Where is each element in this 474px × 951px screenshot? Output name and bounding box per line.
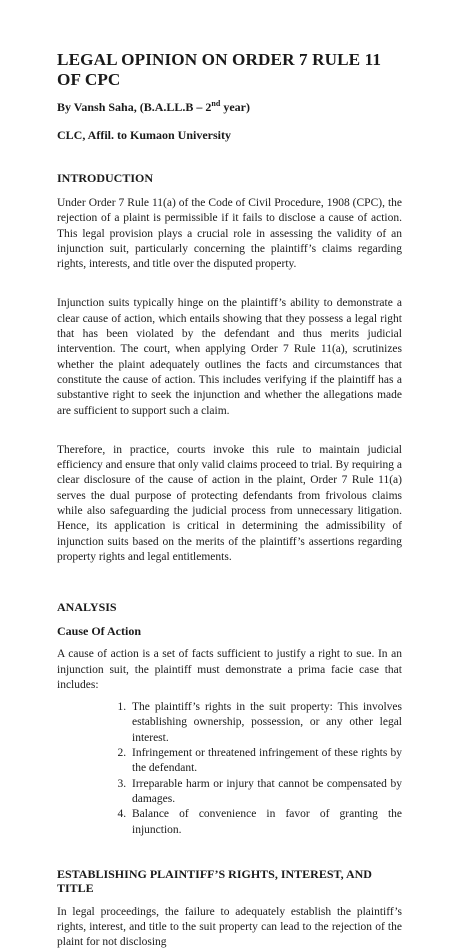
year-ordinal: nd xyxy=(211,99,221,108)
affiliation: CLC, Affil. to Kumaon University xyxy=(57,128,231,142)
introduction-heading: INTRODUCTION xyxy=(57,171,154,185)
intro-paragraph-3: Therefore, in practice, courts invoke this rule to maintain judicial efficiency and ensure that only valid claims proceed to trial. By requiring a clear disclosure of the cause of action in the plaint, Order 7 Rule 11(a) serves the dual purpose of protecting defendants from frivolous claims while also safeguarding the judicial process from unnecessary litigation. Hence, its application is critical in determining the admissibility of injunction suits based on the merits of the plaintiff’s assertions regarding property rights and legal entitlements. xyxy=(57,443,402,563)
intro-paragraph-2: Injunction suits typically hinge on the plaintiff’s ability to demonstrate a clear cause of action, which entails showing that they possess a legal right that has been violated by the defendant and thus merits judicial intervention. The court, when applying Order 7 Rule 11(a), scrutinizes whether the plaint adequately outlines the facts and circumstances that constitute the cause of action. This includes verifying if the plaintiff has a substantive right to seek the injunction and whether the allegations made are sufficient to support such a claim. xyxy=(57,297,402,417)
establishing-paragraph: In legal proceedings, the failure to adequately establish the plaintiff’s rights, interest, and title to the suit property can lead to the rejection of the plaint for not disclosing xyxy=(57,905,402,949)
list-item: 3. Irreparable harm or injury that cannot be compensated by damages. xyxy=(129,777,402,808)
author-name: By Vansh Saha, (B.A.LL.B – 2 xyxy=(57,100,212,114)
list-item: 2. Infringement or threatened infringement of these rights by the defendant. xyxy=(129,746,402,777)
intro-paragraph-1: Under Order 7 Rule 11(a) of the Code of Civil Procedure, 1908 (CPC), the rejection of a plaint is permissible if it fails to disclose a cause of action. This legal provision plays a crucial role in assessing the validity of an injunction suit, particularly concerning the plaintiff’s claims regarding rights, interests, and title over the disputed property. xyxy=(57,197,402,271)
document-title: LEGAL OPINION ON ORDER 7 RULE 11 OF CPC xyxy=(57,50,382,89)
author-line xyxy=(57,100,402,114)
cause-of-action-subheading: Cause Of Action xyxy=(57,624,141,639)
cause-of-action-list xyxy=(57,700,402,838)
establishing-rights-heading: ESTABLISHING PLAINTIFF’S RIGHTS, INTEREST, AND TITLE xyxy=(57,866,372,895)
author-year: year) xyxy=(220,100,250,114)
analysis-heading: ANALYSIS xyxy=(57,600,117,615)
list-item: 4. Balance of convenience in favor of granting the injunction. xyxy=(129,807,402,838)
list-item: 1. The plaintiff’s rights in the suit property: This involves establishing ownership, possession, or any other legal interest. xyxy=(129,700,402,746)
analysis-paragraph: A cause of action is a set of facts sufficient to justify a right to sue. In an injunction suit, the plaintiff must demonstrate a prima facie case that includes: xyxy=(57,648,402,691)
